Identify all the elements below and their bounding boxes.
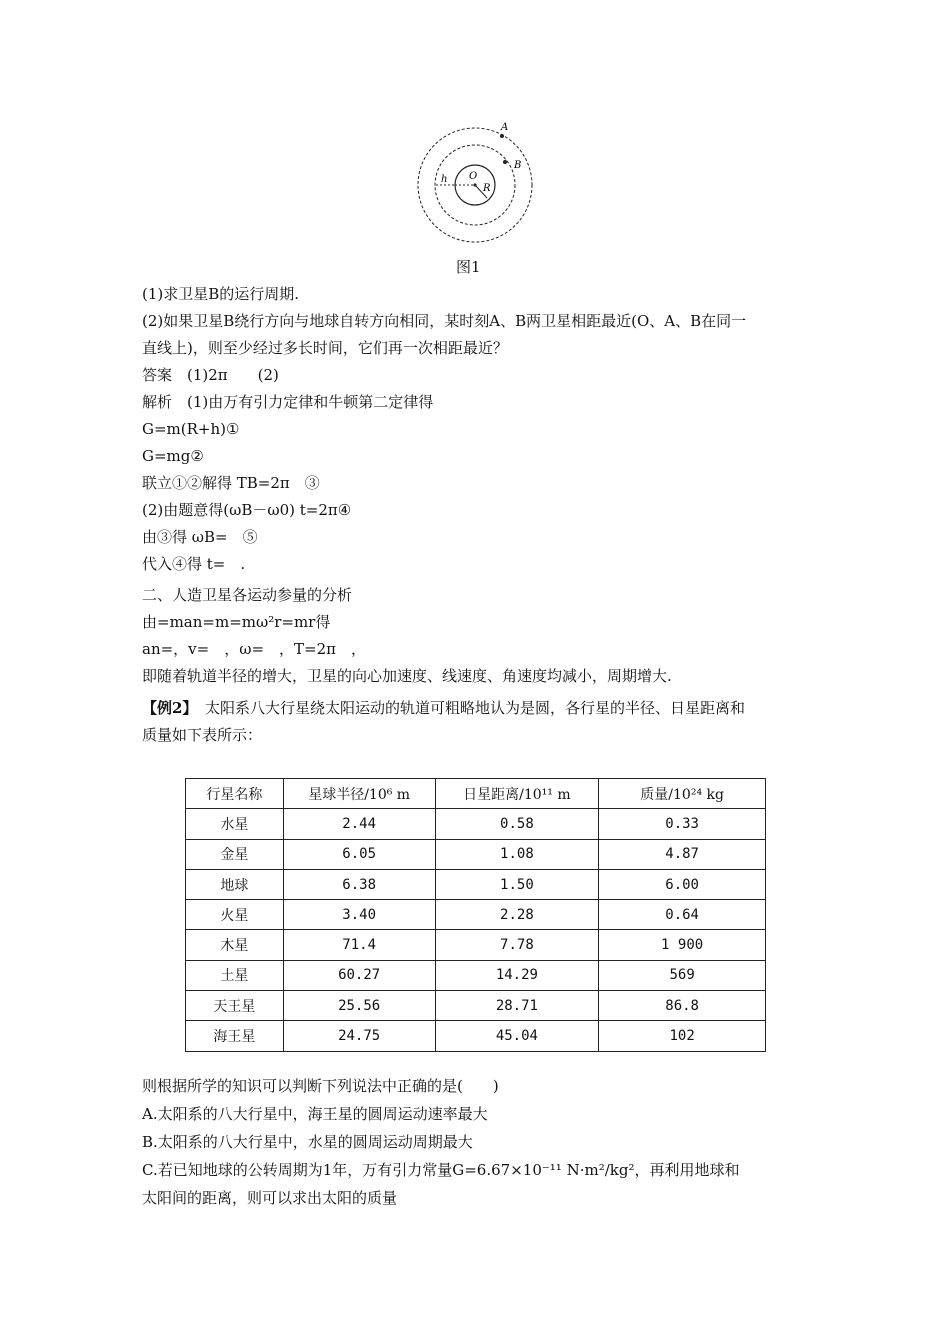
table-row [186,930,766,960]
planet-mass: 0.64 [599,900,766,930]
planet-radius: 6.38 [283,869,435,899]
planet-name: 金星 [186,839,284,869]
label-a: A [501,122,509,133]
planet-name: 火星 [186,900,284,930]
planet-mass: 102 [599,1021,766,1051]
planet-name: 水星 [186,809,284,839]
planet-radius: 6.05 [283,839,435,869]
header-distance: 日星距离/10¹¹ m [435,779,599,809]
equation-4: (2)由题意得(ωB－ω0) t=2π④ [142,501,352,519]
answer-line: 答案 (1)2π (2) [142,366,279,384]
equation-5: 由③得 ωB= ⑤ [142,528,258,546]
label-b: B [514,160,522,171]
section-heading: 二、人造卫星各运动参量的分析 [142,586,353,604]
section-line-2: an=，v= ，ω= ，T=2π ， [142,640,366,658]
planet-distance: 7.78 [435,930,599,960]
equation-2: G=mg② [142,447,204,465]
equation-1: G=m(R+h)① [142,420,240,438]
planet-distance: 1.08 [435,839,599,869]
planet-radius: 71.4 [283,930,435,960]
planet-distance: 0.58 [435,809,599,839]
planet-distance: 45.04 [435,1021,599,1051]
label-o: O [469,171,478,182]
header-mass: 质量/10²⁴ kg [599,779,766,809]
planet-name: 土星 [186,960,284,990]
section-line-3: 即随着轨道半径的增大，卫星的向心加速度、线速度、角速度均减小，周期增大. [142,667,672,685]
satellite-a [500,134,504,138]
option-c-line-2: 太阳间的距离，则可以求出太阳的质量 [142,1189,398,1207]
example-line-2: 质量如下表所示： [142,726,263,744]
equation-3: 联立①②解得 TB=2π ③ [142,474,320,492]
satellite-b [503,160,507,164]
question-prompt: 则根据所学的知识可以判断下列说法中正确的是( ) [142,1077,499,1095]
planet-mass: 0.33 [599,809,766,839]
planet-name: 木星 [186,930,284,960]
table-row [186,960,766,990]
figure-caption: 图1 [456,258,481,276]
planet-name: 海王星 [186,1021,284,1051]
table-row [186,809,766,839]
option-c-line-1: C.若已知地球的公转周期为1年，万有引力常量G=6.67×10⁻¹¹ N·m²/kg²，再利用地球和 [142,1161,740,1179]
question-2-line-2: 直线上)，则至少经过多长时间，它们再一次相距最近？ [142,339,508,357]
option-b: B.太阳系的八大行星中，水星的圆周运动周期最大 [142,1133,473,1151]
question-1: (1)求卫星B的运行周期. [142,285,300,303]
planet-radius: 24.75 [283,1021,435,1051]
table-row [186,869,766,899]
planet-mass: 4.87 [599,839,766,869]
planet-distance: 2.28 [435,900,599,930]
planet-name: 天王星 [186,991,284,1021]
planet-radius: 25.56 [283,991,435,1021]
planet-radius: 3.40 [283,900,435,930]
table-row [186,1021,766,1051]
label-r: R [483,183,491,194]
planet-mass: 1 900 [599,930,766,960]
planet-distance: 14.29 [435,960,599,990]
label-h: h [441,174,448,185]
table-header-row [186,779,766,809]
planet-mass: 86.8 [599,991,766,1021]
table-row [186,991,766,1021]
table-row [186,900,766,930]
planet-distance: 28.71 [435,991,599,1021]
planet-radius: 2.44 [283,809,435,839]
planet-mass: 569 [599,960,766,990]
example-line-1 [142,697,745,719]
question-2-line-1: (2)如果卫星B绕行方向与地球自转方向相同，某时刻A、B两卫星相距最近(O、A、B在同一 [142,312,747,330]
header-name: 行星名称 [186,779,284,809]
planet-distance: 1.50 [435,869,599,899]
analysis-line: 解析 (1)由万有引力定律和牛顿第二定律得 [142,393,434,411]
table-row [186,839,766,869]
planet-name: 地球 [186,869,284,899]
section-line-1: 由=man=m=mω²r=mr得 [142,613,331,631]
header-radius: 星球半径/10⁶ m [283,779,435,809]
equation-6: 代入④得 t= . [142,555,246,573]
example-tag: 【例2】 [142,699,190,717]
planet-table [185,778,766,1052]
orbit-diagram [410,120,540,250]
option-a: A.太阳系的八大行星中，海王星的圆周运动速率最大 [142,1105,488,1123]
planet-mass: 6.00 [599,869,766,899]
example-text: 太阳系八大行星绕太阳运动的轨道可粗略地认为是圆，各行星的半径、日星距离和 [189,699,745,717]
planet-radius: 60.27 [283,960,435,990]
